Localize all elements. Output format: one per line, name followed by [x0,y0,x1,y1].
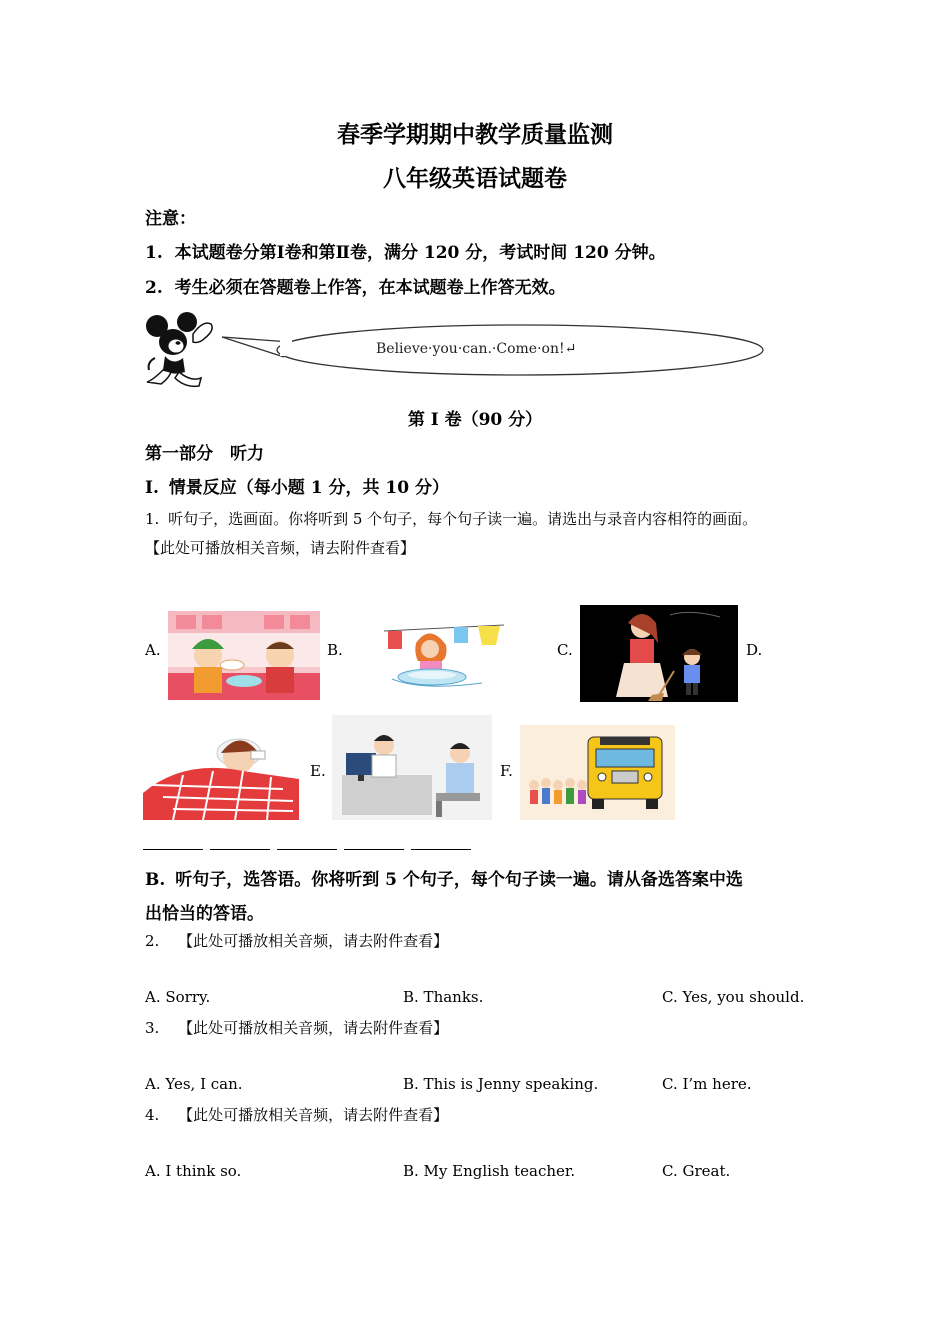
question-4 [145,1104,448,1125]
section-b-title-2: 出恰当的答语。 [145,904,264,924]
school-bus-image [520,725,675,820]
pic-label-a: A. [145,641,161,659]
question-2-audio-note: 【此处可播放相关音频，请去附件查看】 [178,932,449,950]
pic-label-e: E. [310,762,326,780]
section-b-title-1: 听句子，选答语。你将听到 5 个句子，每个句子读一遍。请从备选答案中选 [175,870,743,890]
q4-option-b[interactable]: B. My English teacher. [403,1162,576,1180]
boy-sick-in-bed-image [143,723,299,820]
question-1 [145,508,757,529]
q3-option-b[interactable]: B. This is Jenny speaking. [403,1075,599,1093]
question-3 [145,1017,448,1038]
section-1-label: I. [145,478,159,498]
notice-item-1-num: 1. [145,243,163,263]
question-4-audio-note: 【此处可播放相关音频，请去附件查看】 [178,1106,449,1124]
section-b-label: B. [145,870,166,890]
page-title: 春季学期期中教学质量监测 [337,121,613,148]
q4-option-c[interactable]: C. Great. [662,1162,731,1180]
mickey-mouse-image [143,312,221,388]
notice-item-2 [145,273,566,298]
q3-option-a[interactable]: A. Yes, I can. [145,1075,243,1093]
page-subtitle: 八年级英语试题卷 [383,165,567,192]
answer-blank-2[interactable] [210,849,270,850]
bubble-text: Believe·you·can.·Come·on!↵ [376,341,577,357]
question-3-audio-note: 【此处可播放相关音频，请去附件查看】 [178,1019,449,1037]
answer-blank-3[interactable] [277,849,337,850]
mother-daughter-sweeping-image [580,605,738,702]
answer-blank-1[interactable] [143,849,203,850]
kids-cooking-image [168,611,320,700]
q4-option-a[interactable]: A. I think so. [145,1162,242,1180]
notice-item-2-text: 考生必须在答题卷上作答，在本试题卷上作答无效。 [174,278,566,298]
audio-note-1: 【此处可播放相关音频，请去附件查看】 [145,539,416,557]
pic-label-c: C. [557,641,573,659]
q2-option-c[interactable]: C. Yes, you should. [662,988,805,1006]
q2-option-a[interactable]: A. Sorry. [145,988,211,1006]
notice-item-1-text: 本试题卷分第Ⅰ卷和第Ⅱ卷，满分 120 分，考试时间 120 分钟。 [174,243,666,263]
pic-label-b: B. [327,641,343,659]
notice-item-2-num: 2. [145,278,163,298]
section-1-heading [145,473,449,498]
answer-blank-5[interactable] [411,849,471,850]
question-2-number: 2. [145,932,160,950]
pic-label-f: F. [500,762,513,780]
part-heading: 第一部分 听力 [145,444,264,464]
washing-clothes-image [382,617,506,689]
question-2 [145,930,448,951]
notice-heading: 注意： [145,209,196,229]
question-3-number: 3. [145,1019,160,1037]
q2-option-b[interactable]: B. Thanks. [403,988,484,1006]
doctor-visit-image [332,715,492,820]
question-1-number: 1. [145,510,160,528]
answer-blank-4[interactable] [344,849,404,850]
volume-heading: 第 I 卷（90 分） [407,410,543,430]
pic-label-d: D. [746,641,763,659]
section-b-heading-line-1 [145,865,743,890]
notice-item-1 [145,238,666,263]
question-1-text: 听句子，选画面。你将听到 5 个句子，每个句子读一遍。请选出与录音内容相符的画面。 [168,510,758,528]
q3-option-c[interactable]: C. I’m here. [662,1075,752,1093]
section-1-title: 情景反应（每小题 1 分，共 10 分） [168,478,449,498]
question-4-number: 4. [145,1106,160,1124]
